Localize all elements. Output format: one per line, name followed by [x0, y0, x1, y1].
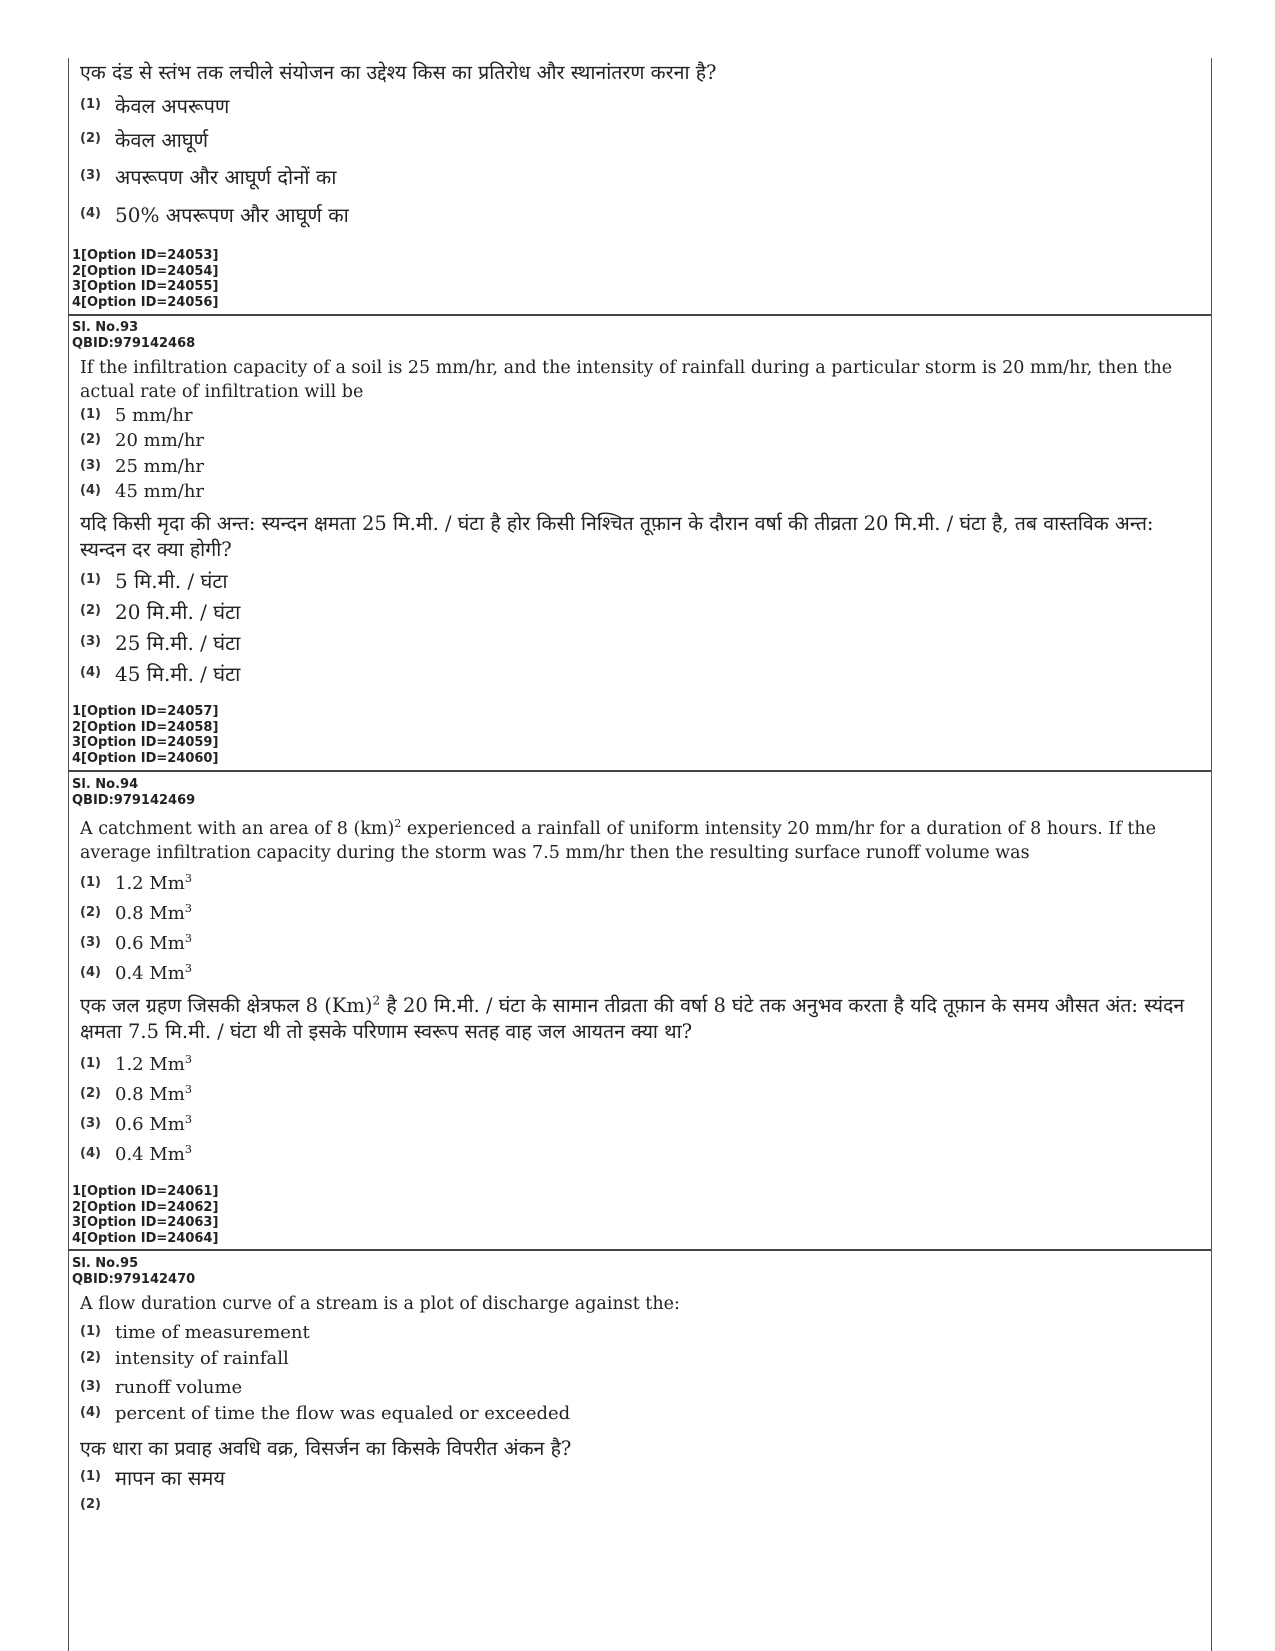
option-number: (3) — [80, 168, 101, 183]
option-text: अपरूपण और आघूर्ण दोनों का — [115, 165, 337, 189]
option-text: 20 मि.मी. / घंटा — [115, 600, 241, 624]
option-number: (4) — [80, 665, 101, 680]
question-divider — [68, 1249, 1211, 1251]
option-text: 25 मि.मी. / घंटा — [115, 631, 241, 655]
question-divider — [68, 770, 1211, 772]
option-id: 3[Option ID=24059] — [72, 735, 219, 750]
option-text: 45 mm/hr — [115, 481, 205, 502]
option-text: 50% अपरूपण और आघूर्ण का — [115, 203, 349, 227]
option-id: 3[Option ID=24063] — [72, 1215, 219, 1230]
option-id: 2[Option ID=24058] — [72, 719, 219, 735]
option-text: intensity of rainfall — [115, 1348, 289, 1369]
option-number: (2) — [80, 905, 101, 920]
option-number: (2) — [80, 131, 101, 146]
option-text: 5 मि.मी. / घंटा — [115, 569, 228, 593]
option-id-list — [72, 1184, 218, 1246]
option-text: 1.2 Mm$^3$ — [115, 1053, 192, 1075]
option-number: (3) — [80, 634, 101, 649]
option-text: 0.6 Mm$^3$ — [115, 1113, 192, 1135]
question-text-hindi: एक दंड से स्तंभ तक लचीले संयोजन का उद्देश्य किस का प्रतिरोध और स्थानांतरण करना है? — [80, 61, 717, 84]
option-id: 1[Option ID=24053] — [72, 248, 219, 263]
question-text-english: If the infiltration capacity of a soil is 25 mm/hr, and the intensity of rainfall during a particular storm is 20 mm/hr, then the actual rate of infiltration will be — [80, 358, 1173, 402]
option-id: 1[Option ID=24057] — [72, 704, 219, 719]
option-number: (3) — [80, 1116, 101, 1131]
question-text-hindi: एक जल ग्रहण जिसकी क्षेत्रफल 8 $(Km)^2$ है 20 मि.मी. / घंटा के सामान तीव्रता की वर्षा 8 घंटे तक अनुभव करता है यदि तूफ़ान के समय औसत अंत: स्यंदन क्षमता 7.5 मि.मी. / घंटा थी तो इसके परिणाम स्वरूप सतह वाह जल आयतन क्या था? — [80, 993, 1185, 1043]
option-number: (3) — [80, 1379, 101, 1394]
option-text: 25 mm/hr — [115, 456, 205, 477]
option-id: 3[Option ID=24055] — [72, 279, 219, 294]
option-text: 20 mm/hr — [115, 430, 205, 451]
option-text: 0.6 Mm$^3$ — [115, 932, 192, 954]
option-number: (1) — [80, 1469, 101, 1484]
serial-number: Sl. No.93 — [72, 320, 139, 335]
option-number: (1) — [80, 875, 101, 890]
option-text: केवल अपरूपण — [115, 94, 230, 118]
option-number: (3) — [80, 458, 101, 473]
option-number: (1) — [80, 407, 101, 422]
option-id: 4[Option ID=24056] — [72, 294, 219, 310]
option-number: (2) — [80, 1350, 101, 1365]
option-number: (1) — [80, 97, 101, 112]
qbid: QBID:979142470 — [72, 1272, 196, 1287]
option-text: 0.8 Mm$^3$ — [115, 1083, 192, 1105]
option-number: (4) — [80, 483, 101, 498]
option-id: 4[Option ID=24064] — [72, 1230, 219, 1246]
question-text-hindi: एक धारा का प्रवाह अवधि वक्र, विसर्जन का किसके विपरीत अंकन है? — [80, 1437, 572, 1460]
option-number: (1) — [80, 572, 101, 587]
qbid: QBID:979142469 — [72, 793, 196, 808]
option-number: (4) — [80, 206, 101, 221]
question-meta — [72, 777, 195, 809]
option-id-list — [72, 248, 218, 310]
question-divider — [68, 314, 1211, 316]
question-text-english: A catchment with an area of 8 (km)$^2$ experienced a rainfall of uniform intensity 20 mm/hr for a duration of 8 hours. If the average infiltration capacity during the storm was 7.5 mm/hr then the resulting surface runoff volume was — [80, 817, 1157, 863]
option-text: runoff volume — [115, 1377, 243, 1398]
question-meta — [72, 1256, 195, 1288]
option-number: (2) — [80, 603, 101, 618]
option-number: (4) — [80, 1146, 101, 1161]
option-number: (2) — [80, 1086, 101, 1101]
option-text: time of measurement — [115, 1322, 310, 1343]
option-number: (4) — [80, 1405, 101, 1420]
question-text-english: A flow duration curve of a stream is a plot of discharge against the: — [80, 1294, 680, 1314]
option-number: (2) — [80, 432, 101, 447]
qbid: QBID:979142468 — [72, 336, 196, 351]
serial-number: Sl. No.94 — [72, 777, 139, 792]
question-meta — [72, 320, 195, 352]
option-id: 2[Option ID=24054] — [72, 263, 219, 279]
option-text: 0.8 Mm$^3$ — [115, 902, 192, 924]
question-text-hindi: यदि किसी मृदा की अन्त: स्यन्दन क्षमता 25 मि.मी. / घंटा है होर किसी निश्चित तूफ़ान के दौरान वर्षा की तीव्रता 20 मि.मी. / घंटा है, तब वास्तविक अन्त: स्यन्दन दर क्या होगी? — [80, 512, 1154, 561]
option-number: (3) — [80, 935, 101, 950]
option-id-list — [72, 704, 218, 766]
option-text: 0.4 Mm$^3$ — [115, 1143, 192, 1165]
option-text: केवल आघूर्ण — [115, 128, 209, 152]
option-text: 5 mm/hr — [115, 405, 193, 426]
option-text: मापन का समय — [115, 1466, 225, 1490]
option-text: percent of time the flow was equaled or exceeded — [115, 1403, 571, 1424]
option-number: (1) — [80, 1324, 101, 1339]
option-id: 2[Option ID=24062] — [72, 1199, 219, 1215]
option-number: (4) — [80, 965, 101, 980]
option-text: 1.2 Mm$^3$ — [115, 872, 192, 894]
option-id: 4[Option ID=24060] — [72, 750, 219, 766]
option-text: 0.4 Mm$^3$ — [115, 962, 192, 984]
serial-number: Sl. No.95 — [72, 1256, 139, 1271]
option-number: (2) — [80, 1497, 101, 1512]
option-id: 1[Option ID=24061] — [72, 1184, 219, 1199]
option-number: (1) — [80, 1056, 101, 1071]
option-text: 45 मि.मी. / घंटा — [115, 662, 241, 686]
